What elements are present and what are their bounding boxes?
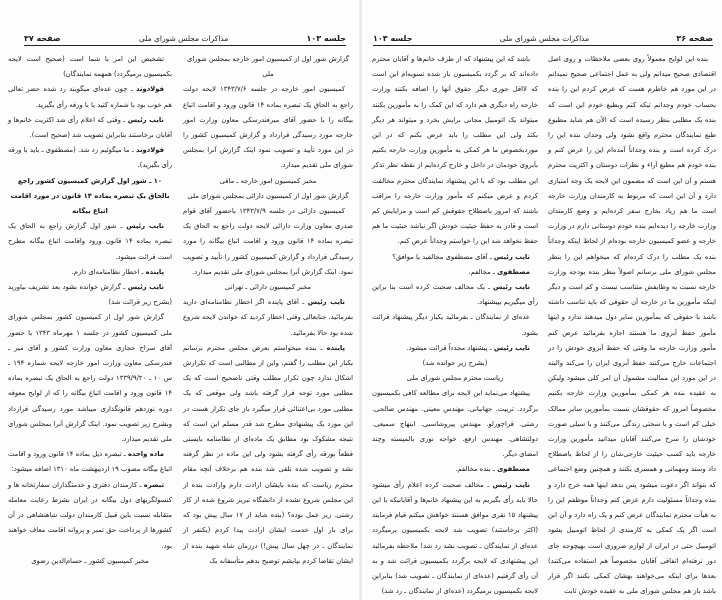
paragraph [183, 82, 353, 173]
speaker-name: فولادوند [136, 146, 164, 155]
paragraph-text: گزارش شور اول از کمیسیون امور خارجه بمجلس شورای ملی [187, 55, 349, 79]
paragraph-text: ـ تبصره ذیل بماده ۱۴ قانون ورود و اقامت اتباع بیگانه مصوب ۱۹ اردیبهشت ماه ۱۳۱۰ اضافه میشود: [8, 450, 172, 474]
paragraph-text: مخبر کمیسیون کشور ـ حسام‌الدین رضوی [31, 556, 149, 565]
paragraph [372, 310, 538, 340]
paragraph-text: ـ وقتی که اعلام رأی شد اکثریت خانم‌ها و آقایان برخاستند بنابراین تصویب شد (صحیح است). [8, 115, 172, 140]
speaker-name: نایب رئیس [493, 343, 530, 352]
paragraph-text: ـ آقای پاینده اگر اخطار نظامنامه‌ای دارید بفرمائید. جنابعالی وقتی اخطار کردید که خواندن لایحه شروع شده بود حالا بفرمائید. [183, 298, 353, 337]
agenda-heading [8, 174, 172, 220]
paragraph-text: ـ آقای مصطفوی مخالفید یا موافق؟ [392, 252, 492, 261]
speaker-paragraph [372, 341, 538, 356]
paragraph-text: گزارش شور اول از کمیسیون دارائی بمجلس شورای ملی [187, 191, 349, 200]
paragraph-text: ـ پیشنهاد مجدداً قرائت میشود. [406, 343, 492, 352]
speaker-paragraph [372, 478, 538, 600]
paragraph-text: ـ بنده مخالفم. [455, 465, 495, 474]
paragraph-text: ـ شور اول گزارش راجع به الحاق یک تبصره بماده ۱۴ قانون ورود واقامت اتباع بیگانه مطرح است قرائت میشود. [8, 222, 172, 261]
page-header [24, 32, 346, 46]
speaker-name: تبصره [143, 480, 164, 489]
speaker-paragraph [8, 219, 172, 265]
session-label: جلسه ۱۰۳ [373, 34, 413, 43]
speaker-name: نایب رئیس [493, 283, 530, 292]
speaker-name: نایب رئیس [493, 252, 530, 261]
paragraph-text: کمیسیون امور خارجه در جلسه ۱۳۴۳/۷/۶ لایحه دولت راجع به الحاق یک تبصره بماده ۱۴ قانون ورود و اقامت اتباع بیگانه را با حضور آقای میرفندرسکی معاون وزارت امور خارجه مورد رسیدگی قرارداد و گزارش کمیسیون کشور را در این مورد تأیید و تصویب نمود اینک گزارش آنرا بمجلس شورای ملی تقدیم میدارد. [183, 85, 353, 170]
paragraph-text: مخبر کمیسیون دارائی ـ تهرانی [224, 283, 312, 292]
speaker-paragraph [183, 341, 353, 569]
text-column-outer [548, 52, 716, 599]
paragraph-text: ـ کارمندان دفتری و خدمتگذاران سفارتخانه ها و کنسولگریهای دول بیگانه در ایران بشرط رعایت معامله متقابله نسبت باین قبیل کارمندان دولت شاهنشاهی در آن کشورها از پرداخت حق تمبر و پروانه اقامت معاف خواهند بود. [8, 480, 172, 550]
speaker-paragraph [372, 280, 538, 310]
speaker-paragraph [8, 280, 172, 310]
paragraph [8, 52, 172, 82]
paragraph-text: ریاست محترم مجلس شورای ملی [406, 374, 504, 383]
paragraph-text: گزارش شور اول از کمیسیون کشور بمجلس شورای ملی کمیسیون کشور در جلسه ۱ مهرماه ۱۳۴۳ با حضور آقای سراج حجازی معاون وزارت کشور و آقای میر ـ فندرسکی معاون وزارت امور خارجه لایحه شماره ۱۹۴ ـ س ۱۰ ـ ۱۳۳۹/۹/۲۰ دولت راجع به الحاق یک تبصره بماده ۱۴ قانون ورود و اقامت اتباع بیگانه را که از لوایح معوقه دوره نوزدهم قانونگذاری میباشد مورد رسیدگی قرارداد وبشرح زیر تصویب نمود. اینک گزارش آنرا بمجلس شورای ملی تقدیم میدارد. [8, 313, 173, 444]
page-number: صفحه ۳۷ [24, 34, 61, 43]
paragraph-text: (بشرح زیر خوانده شد) [422, 359, 488, 368]
text-column-outer [183, 52, 353, 569]
paragraph-text: ـ مخالف صحبت کرده اعلام رأی میشود حالا باید رأی بگیریم به این پیشنهاد خانم‌ها و آقایانیکه با این پیشنهاد ۱۵ نفری موافق هستند خواهش میکنم قیام فرمایند (اکثر برخاستند) تصویب شد لایحه بکمیسیون برمیگردد عده‌ای از نمایندگان ـ تصویب نشد رد شد! ملاحظه بفرمائید این پیشنهادی که لایحه برگردد بکمیسیون قرائت شد و به آن رأی گرفتیم (عده‌ای از نمایندگان ـ تصویب شد) بنابراین لایحه بکمیسیون برمیگردد (عده‌ای از نمایندگان ـ رد شد) [372, 480, 538, 596]
paragraph-text: مخبر کمیسیون امور خارجه ـ ماقی [219, 176, 317, 185]
text-column-inner [8, 52, 172, 569]
speaker-name: نایب رئیس [127, 115, 164, 124]
speaker-name: مصطفوی [497, 267, 530, 276]
page-number: صفحه ۳۶ [676, 34, 713, 43]
session-label: جلسه ۱۰۳ [306, 34, 346, 43]
speaker-name: نایب رئیس [492, 480, 530, 489]
paragraph-text: ـ ما میگوئیم رد شد. (مصطفوی ـ باید با ورقه رأی بگیرید). [8, 146, 172, 170]
running-title: مذاکرات مجلس شورای ملی [499, 34, 590, 43]
page-36 [361, 0, 722, 600]
paragraph [372, 52, 538, 250]
page-header [373, 32, 713, 46]
paragraph [548, 52, 716, 599]
speaker-paragraph [8, 113, 172, 143]
paragraph-text: ـ بنده میخواستم بعرض مجلس محترم برسانم یکبار این مطلب را گفتم، واین از مطالبی است که تکرارش اشکال ندارد چون تکرار مطلب وقتی ناصحیح است که یک مطلبی مورد توجه قرار گرفته باشد ولی موقعی که یک مطلبی مورد بی‌اعتنائی قرار میگیرد باز جای تکرار هست در این مورد یک پیشنهادی مطرح شد قدر مسلم این است که نتیجه مشکوک بود مطابق یک ماده‌ای از نظامنامه بایستی قطعاً بورقه رأی گرفته بشود ولی این ماده در نظر گرفته نشد و تصویب شده تلقی شد بنده هم برخلاف آنچه مقام محترم ریاست که بنده بایشان ارادت دارم وارادت بنده از این مجلس شروع نشده از دانشگاه تبریز شروع شده از کار رشتی. زیر عمل بوده؟ (بنده شاید از ۱۷ سال پیش بود که برای بار اول خدمت ایشان ارادت پیدا کردم (یکنفر از نمایندگان ـ در چهل سال پیش!) درزمان شاه شهید بنده از ایشان تقاضا کردم بپایشم توضیح بدهم متأسفانه یک [183, 343, 353, 565]
speaker-name: پاینده [326, 343, 345, 352]
speaker-paragraph [183, 295, 353, 341]
paragraph-text: ـ اخطار نظامنامه‌ای دارم. [71, 267, 144, 276]
speaker-name: نایب رئیس [127, 283, 164, 292]
speaker-paragraph [8, 265, 172, 280]
speaker-paragraph [372, 265, 538, 280]
paragraph-text: ـ یک مخالف صحبت کرده است بنا براین رأی میگیریم بپیشنهاد. [372, 283, 538, 307]
paragraph-text: کمیسیون دارائی در جلسه ۱۳۴۳/۷/۹ باحضور آقای قوام صدری معاون وزارت دارائی لایحه دولت راجع به الحاق یک تبصره بماده ۱۴ قانون ورود و اقامت اتباع بیگانه را مورد رسیدگی قرارداد و گزارش کمیسیون کشور را تأیید و تصویب نمود. اینک گزارش آنرا بمجلس شورای ملی تقدیم میدارد. [183, 207, 353, 276]
speaker-paragraph [8, 143, 172, 173]
speaker-paragraph [8, 447, 172, 477]
signature-line [8, 554, 172, 569]
paragraph-text: باشد که این پیشنهاد که از طرف خانم‌ها و آقایان محترم داده‌اند که بر گردد بکمیسیون باز شده تسویه‌ام این است که لااقل جوری دیگر حقوق آنها را اضافه بکنند وزارت خارجه راه دیگری هم دارد که این کمک را به مأمورین بکنند میتواند یک اتومبیل مجانی برایش بخرد و میتواند هر دیگر بکند ولی این مطلب را باید عرض بکنم که در این موردبخصوص ما هر کمکی به مأمورین وزارت خارجه بکنیم بآبروی خودمان در داخل و خارج کرده‌ایم از نقطه نظر تذکر این مطلب بود که با این پیشنهاد نمایندگان محترم مخالفت کردم و عرض میکنم که مأمور وزارت خارجه را مراقب باشند که امروز باصطلاح حقوقش کم است و مزایایش کم است و قادر به حفظ حیثیت خودش اگر نباشد حیثیت ما هم حفظ نخواهد شد این را خواستم وجداناً عرض کنم. [372, 55, 538, 246]
paragraph-text: ـ مخالفم. [468, 267, 495, 276]
paragraph [8, 310, 172, 447]
paragraph [372, 356, 538, 371]
signature-line [183, 280, 353, 295]
paragraph-text: ۱۰ ـ شور اول گزارش کمیسیون کشور راجع بالحاق یک تبصره بماده ۱۴ قانون در مورد اقامت اتباع بیگانه [10, 176, 170, 216]
text-column-inner [372, 52, 538, 599]
speaker-name: فولادوند [136, 85, 164, 94]
paragraph-text: عده‌ای از نمایندگان ـ بفرمائید یکبار دیگر پیشنهاد قرائت بشود. [372, 313, 538, 337]
speaker-paragraph [8, 478, 172, 554]
speaker-paragraph [372, 462, 538, 477]
paragraph-text: بنده این لوایح معمولاً روی بعضی ملاحظات و روی اصل اقتصادی صحیح میدانم ولی به عمل اجتماعی صحیح نمیدانم در این مورد هم خاطرم هست که عرض کردم این را بنده بحساب خودم وجدانم تیکه کنم وبطبع خودم این است که بنده یک مطلبی بنظر رسیده است که الآن هم شاید مطبوع طبع نمایندگان محترم واقع نشود ولی وجدان بنده این را درک کرده است و بنده وجداناً آمده‌ام این را عرض کنم و بنده خودم هم مطیع آراء و نظرات دوستان و اکثریت محترم هستم و آن این است که مضمون این لایحه یک وجه امتیازی دارد و آن این است که مربوط به کارمندان وزارت خارجه است ما هم زیاد بخارج سفر کرده‌ایم و وضع کارمندان وزارت خارجه را دیده‌ایم بنده خودم دوستانی دارم در وزارت خارجه و عضو کمیسیون خارجه بوده‌ام از لحاظ اینکه وجداناً بنده یک مطلب را درک کرده‌ام که میخواهم این را بنظر مجلس شورای ملی برسانم اصولاً بنظر بنده بودجه وزارت خارجه نسبت به وظایفش متناسب نیست و کم است و دیگر اینکه مأمورین ما در خارجه آن حقوقی که باید تناسب داشته باشد با حقوقی که بمأمورین سایر دول میدهند ندارد و اینها مأمور حفظ آبروی ما هستند اجازه بفرمائید عرض کنم مأمور وزارت خارجه ما وقتی که حفظ آبروی خودش را در اجتماعات خارج می‌کنند حفظ آبروی ایران را می‌کند والبته در این مورد این ممالیت مشمول آن امر کلی میشود ولیکن به عقیده بنده هر کمکی بمأمورین وزارت خارجه بکنیم مخصوصاً امروز که حقوقشان نسبت بمأمورین سایر ممالک خیلی کم است و با سختی زندگی می‌کنند و با سیلی صورت خودشان را سرخ می‌کنند آقایان میدانید مأمورین وزارت خارجه باید کسب حیثیت خارجی‌شان را از لحاظ باصطلاح داد وستد ومهمانی و همسری بکنند و همچنین وضع اجتماعی که بتواند اگر دعوت میشود پس بدهد اینها همه خرج دارد و بنده وجداناً مسئولیت دارم عرض کنم وجداناً موظفم این را به هیأت محترم نمایندگان عرض کنم و یک راه دارد و آن این است اگر یک کمکی به کارمندی از لحاظ اتومبیل بشود اتومبیل حتی در ایران از لوازم ضروری است بهیچوجه جای دور نرفته‌ام اتفاقی آقایان مخصوصاً هم استفاده می‌کنند) بعدها برای اینکه می‌خواهند بهشان کمکی بکنند اگر قرار باشد باز هم مجلس شورای ملی به عقیده خودش ثابت [548, 55, 716, 596]
speaker-name: ماده واحده [127, 450, 164, 459]
paragraph-text: ـ چون عده‌ای میگویند رد شده حضر تعالی هم خوب بود با شماره کنید یا با ورقه رأی بگیرید. [8, 85, 172, 109]
speaker-name: مصطفوی [497, 465, 530, 474]
speaker-name: نایب رئیس [126, 222, 164, 231]
speaker-name: پاینده [145, 267, 164, 276]
paragraph [183, 52, 353, 82]
running-title: مذاکرات مجلس شورای ملی [138, 34, 229, 43]
paragraph-text: پیشنهاد می‌نماید این لایحه برای مطالعه کافی بکمیسیون برگردد. تربیت. جهانبانی. مهندس معینی. مهندس صالحی. رشتی. قراچورلو. مهندس پیروشاسبی. ابتهاج سمیعی. دولتشاهی. مهندس ارفع. خواجه نوری بالمیسته وچند امضای دیگر. [372, 389, 538, 459]
speaker-name: نایب رئیس [307, 298, 345, 307]
paragraph [372, 386, 538, 462]
paragraph [183, 204, 353, 280]
paragraph [183, 189, 353, 204]
speaker-paragraph [8, 82, 172, 112]
paragraph [372, 371, 538, 386]
signature-line [183, 174, 353, 189]
paragraph-text: ـ گزارش خوانده بشود بعد تشریف بیاورید (بشرح زیر قرائت شد) [8, 283, 172, 307]
speaker-paragraph [372, 250, 538, 265]
paragraph-text: تشخیص این امر با شما است (صحیح است لایحه بکمیسیون برمیگردد) همهمه نمایندگان) [8, 55, 172, 79]
